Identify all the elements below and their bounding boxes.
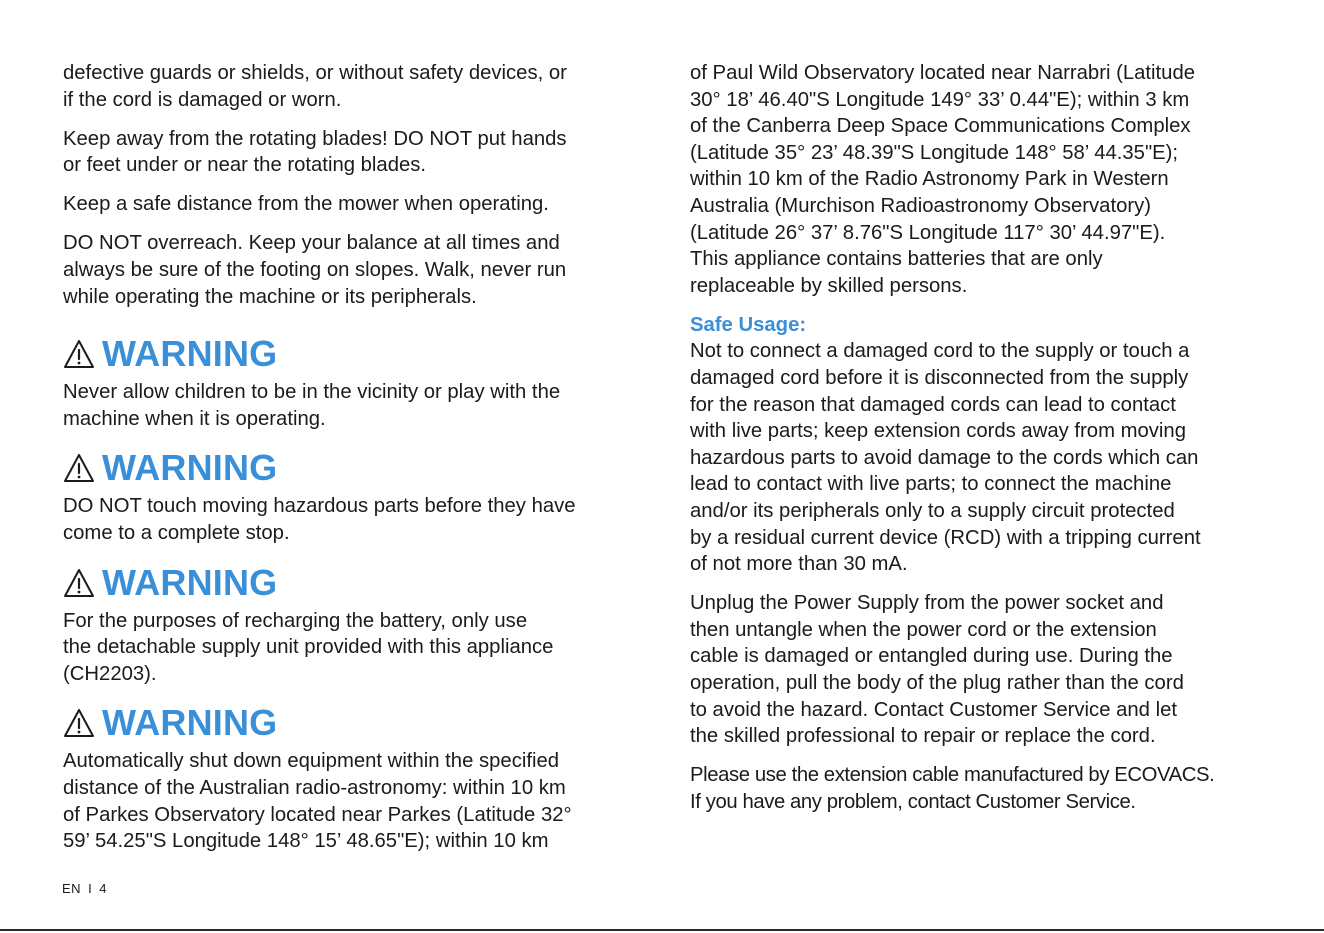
text-line: while operating the machine or its peripherals. — [63, 285, 477, 308]
warning-heading — [63, 703, 635, 743]
text-line: of the Canberra Deep Space Communications Complex — [690, 115, 1191, 138]
paragraph-safe-usage — [690, 338, 1270, 577]
footer-separator: I — [88, 881, 93, 896]
text-line: come to a complete stop. — [63, 522, 290, 545]
paragraph-extension-cable — [690, 762, 1270, 815]
text-line: For the purposes of recharging the battery, only use — [63, 609, 528, 632]
warning-text-children — [63, 379, 635, 432]
warning-triangle-icon — [63, 568, 95, 598]
warning-heading — [63, 448, 635, 488]
text-line: hazardous parts to avoid damage to the cords which can — [690, 446, 1199, 469]
text-line: Keep away from the rotating blades! DO NOT put hands — [63, 127, 567, 150]
warning-heading — [63, 563, 635, 603]
paragraph-safe-distance — [63, 191, 635, 218]
text-line: Not to connect a damaged cord to the supply or touch a — [690, 340, 1190, 363]
text-line: damaged cord before it is disconnected from the supply — [690, 367, 1189, 390]
warning-heading — [63, 334, 635, 374]
text-line: then untangle when the power cord or the extension — [690, 618, 1157, 641]
text-line: if the cord is damaged or worn. — [63, 88, 342, 111]
text-line: the skilled professional to repair or replace the cord. — [690, 725, 1156, 748]
text-line: (Latitude 35° 23’ 48.39"S Longitude 148° 58’ 44.35"E); — [690, 141, 1179, 164]
text-line: with live parts; keep extension cords away from moving — [690, 420, 1186, 443]
warning-label: WARNING — [102, 447, 278, 489]
text-line: distance of the Australian radio-astronomy: within 10 km — [63, 777, 566, 799]
text-line: for the reason that damaged cords can lead to contact — [690, 393, 1176, 416]
text-line: machine when it is operating. — [63, 407, 326, 430]
text-line: DO NOT touch moving hazardous parts before they have — [63, 495, 576, 518]
bottom-divider — [0, 929, 1324, 931]
paragraph-defective-guards — [63, 60, 635, 113]
page-number: 4 — [99, 881, 107, 896]
section-heading-safe-usage: Safe Usage: — [690, 313, 807, 336]
warning-label: WARNING — [102, 702, 278, 744]
text-line: of Parkes Observatory located near Parkes (Latitude 32° — [63, 803, 572, 826]
text-line: 59’ 54.25"S Longitude 148° 15’ 48.65"E); within 10 km — [63, 830, 549, 853]
warning-triangle-icon — [63, 339, 95, 369]
left-column — [63, 60, 635, 867]
warning-text-moving-parts — [63, 493, 635, 546]
text-line: the detachable supply unit provided with this appliance — [63, 636, 554, 659]
text-line: This appliance contains batteries that are only — [690, 248, 1103, 271]
text-line: (CH2203). — [63, 662, 157, 685]
text-line: and/or its peripherals only to a supply circuit protected — [690, 500, 1175, 522]
text-line: within 10 km of the Radio Astronomy Park in Western — [690, 168, 1169, 191]
warning-label: WARNING — [102, 561, 278, 603]
paragraph-unplug — [690, 590, 1270, 750]
text-line: DO NOT overreach. Keep your balance at all times and — [63, 232, 560, 255]
warning-text-recharging — [63, 608, 635, 688]
footer-language: EN — [62, 881, 82, 896]
paragraph-overreach — [63, 230, 635, 310]
text-line: (Latitude 26° 37’ 8.76"S Longitude 117° 30’ 44.97"E). — [690, 221, 1166, 244]
paragraph-rotating-blades — [63, 126, 635, 179]
warning-triangle-icon — [63, 453, 95, 483]
text-line: Automatically shut down equipment within the specified — [63, 750, 560, 773]
text-line: Never allow children to be in the vicinity or play with the — [63, 381, 561, 404]
text-line: defective guards or shields, or without safety devices, or — [63, 62, 567, 84]
warning-triangle-icon — [63, 708, 95, 738]
text-line: of not more than 30 mA. — [690, 553, 908, 576]
text-line: to avoid the hazard. Contact Customer Service and let — [690, 698, 1178, 721]
text-line: or feet under or near the rotating blades. — [63, 154, 427, 177]
text-line: always be sure of the footing on slopes. Walk, never run — [63, 259, 567, 282]
page-footer — [62, 881, 107, 896]
paragraph-observatories — [690, 60, 1270, 299]
text-line: If you have any problem, contact Customer Service. — [690, 790, 1136, 813]
text-line: Keep a safe distance from the mower when operating. — [63, 193, 549, 216]
warning-label: WARNING — [102, 333, 278, 375]
text-line: Unplug the Power Supply from the power socket and — [690, 592, 1164, 615]
text-line: Australia (Murchison Radioastronomy Observatory) — [690, 194, 1152, 217]
text-line: by a residual current device (RCD) with a tripping current — [690, 526, 1201, 549]
text-line: cable is damaged or entangled during use. During the — [690, 645, 1173, 668]
text-line: Please use the extension cable manufactured by ECOVACS. — [690, 764, 1215, 787]
warning-text-radio-astronomy — [63, 748, 635, 854]
right-column — [690, 60, 1270, 828]
text-line: 30° 18’ 46.40"S Longitude 149° 33’ 0.44"E); within 3 km — [690, 88, 1190, 111]
text-line: replaceable by skilled persons. — [690, 274, 968, 297]
text-line: of Paul Wild Observatory located near Narrabri (Latitude — [690, 62, 1196, 84]
text-line: lead to contact with live parts; to connect the machine — [690, 473, 1172, 496]
text-line: operation, pull the body of the plug rather than the cord — [690, 672, 1184, 695]
